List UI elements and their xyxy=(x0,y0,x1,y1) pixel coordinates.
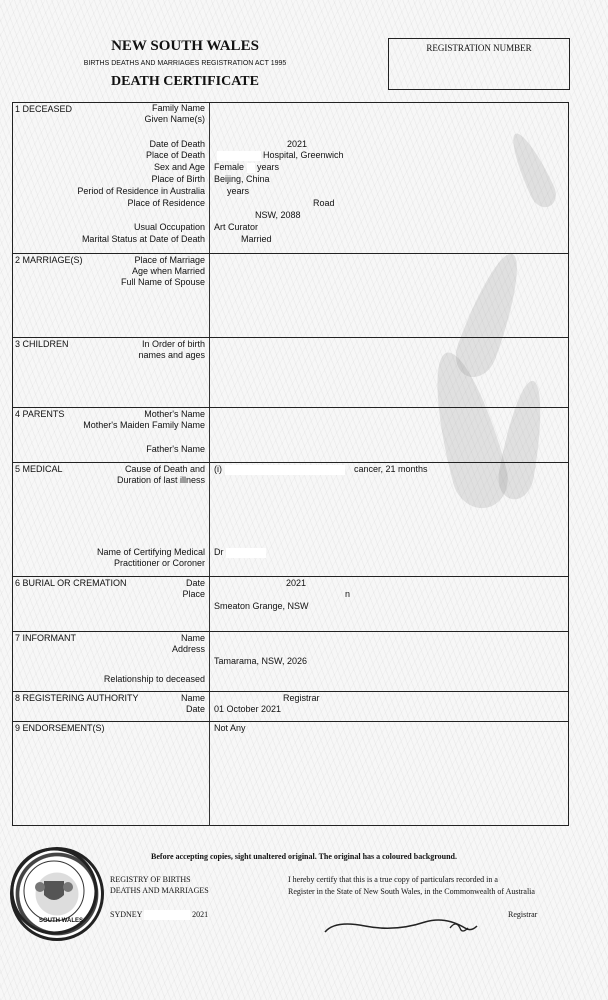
informant-address-value: Tamarama, NSW, 2026 xyxy=(214,656,308,666)
registrar-label: Registrar xyxy=(508,910,538,919)
state-title: NEW SOUTH WALES xyxy=(111,38,259,54)
field-label: names and ages xyxy=(138,350,205,360)
field-label: Father's Name xyxy=(146,444,205,454)
field-label: Marital Status at Date of Death xyxy=(81,234,205,244)
column-divider xyxy=(209,692,210,722)
section-children xyxy=(13,337,568,408)
field-label: Name xyxy=(180,633,205,643)
marital-status-value: Married xyxy=(241,234,272,244)
field-label: Mother's Maiden Family Name xyxy=(83,420,205,430)
section-informant xyxy=(13,631,568,692)
section-title: 5 MEDICAL xyxy=(15,464,63,474)
cause-of-death-value: cancer, 21 months xyxy=(354,464,428,474)
authenticity-note: Before accepting copies, sight unaltered original. The original has a coloured background. xyxy=(151,852,457,861)
field-label: Cause of Death and xyxy=(124,464,205,474)
field-label: Period of Residence in Australia xyxy=(77,186,205,196)
field-label: Date xyxy=(185,704,205,714)
section-deceased xyxy=(13,103,568,253)
field-label: Name of Certifying Medical xyxy=(96,547,205,557)
field-label: Address xyxy=(171,644,205,654)
field-label: Name xyxy=(180,693,205,703)
registry-line-1: REGISTRY OF BIRTHS xyxy=(110,875,191,884)
section-title: 3 CHILDREN xyxy=(15,339,69,349)
field-label: Full Name of Spouse xyxy=(120,277,205,287)
field-label: Duration of last illness xyxy=(116,475,205,485)
column-divider xyxy=(209,408,210,463)
field-label: Usual Occupation xyxy=(133,222,205,232)
section-endorsements xyxy=(13,721,568,826)
field-label: Relationship to deceased xyxy=(103,674,205,684)
registry-line-2: DEATHS AND MARRIAGES xyxy=(110,886,209,895)
column-divider xyxy=(209,632,210,692)
section-title: 8 REGISTERING AUTHORITY xyxy=(15,693,139,703)
burial-date-value: 2021 xyxy=(286,578,307,588)
field-label: Place of Residence xyxy=(127,198,205,208)
column-divider xyxy=(209,722,210,826)
section-burial xyxy=(13,576,568,632)
field-label: In Order of birth xyxy=(141,339,205,349)
field-label: Practitioner or Coroner xyxy=(113,558,205,568)
issue-place: SYDNEY 2021 xyxy=(110,910,209,919)
occupation-value: Art Curator xyxy=(214,222,259,232)
section-title: 4 PARENTS xyxy=(15,409,65,419)
section-registering-authority xyxy=(13,691,568,722)
field-label: Given Name(s) xyxy=(144,114,205,124)
registrar-signature xyxy=(320,910,490,940)
burial-place-value: Smeaton Grange, NSW xyxy=(214,601,309,611)
column-divider xyxy=(209,103,210,253)
sex-and-age-value: Female years xyxy=(214,162,280,172)
column-divider xyxy=(209,254,210,338)
section-title: 1 DECEASED xyxy=(15,104,73,114)
endorsement-value: Not Any xyxy=(214,723,246,733)
field-label: Family Name xyxy=(151,103,205,113)
column-divider xyxy=(209,577,210,632)
registry-seal xyxy=(10,847,104,941)
field-label: Date of Death xyxy=(149,139,205,149)
field-label: Place of Death xyxy=(145,150,205,160)
seal-bottom-text: SOUTH WALES xyxy=(39,918,84,924)
practitioner-value: Dr xyxy=(214,547,266,558)
cause-prefix-value: (i) xyxy=(214,464,345,475)
residence-suburb-value: NSW, 2088 xyxy=(255,210,301,220)
field-label: Place xyxy=(182,589,205,599)
column-divider xyxy=(209,463,210,577)
act-title: BIRTHS DEATHS AND MARRIAGES REGISTRATION ACT 1995 xyxy=(83,60,287,67)
field-label: Place of Birth xyxy=(151,174,205,184)
section-title: 2 MARRIAGE(S) xyxy=(15,255,83,265)
residence-road-value: Road xyxy=(313,198,335,208)
section-medical xyxy=(13,462,568,577)
place-of-death-value: Hospital, Greenwich xyxy=(214,150,344,161)
place-of-birth-value: Beijing, China xyxy=(214,174,270,184)
document-title: DEATH CERTIFICATE xyxy=(111,74,259,89)
field-label: Age when Married xyxy=(131,266,205,276)
certificate-form xyxy=(12,102,569,826)
certify-line-1: I hereby certify that this is a true copy of particulars recorded in a xyxy=(288,875,498,884)
column-divider xyxy=(209,338,210,408)
section-title: 6 BURIAL OR CREMATION xyxy=(15,578,127,588)
registration-number-box xyxy=(388,38,570,90)
section-marriage xyxy=(13,253,568,338)
section-parents xyxy=(13,407,568,463)
registration-number-label: REGISTRATION NUMBER xyxy=(426,43,532,53)
residence-period-value: years xyxy=(227,186,250,196)
section-title: 9 ENDORSEMENT(S) xyxy=(15,723,105,733)
registration-date-value: 01 October 2021 xyxy=(214,704,282,714)
certify-line-2: Register in the State of New South Wales, in the Commonwealth of Australia xyxy=(288,887,535,896)
burial-place-suffix: n xyxy=(345,589,351,599)
field-label: Sex and Age xyxy=(153,162,205,172)
section-title: 7 INFORMANT xyxy=(15,633,77,643)
date-of-death-value: 2021 xyxy=(287,139,308,149)
field-label: Place of Marriage xyxy=(134,255,205,265)
field-label: Date xyxy=(185,578,205,588)
field-label: Mother's Name xyxy=(144,409,205,419)
registrar-value: Registrar xyxy=(283,693,320,703)
